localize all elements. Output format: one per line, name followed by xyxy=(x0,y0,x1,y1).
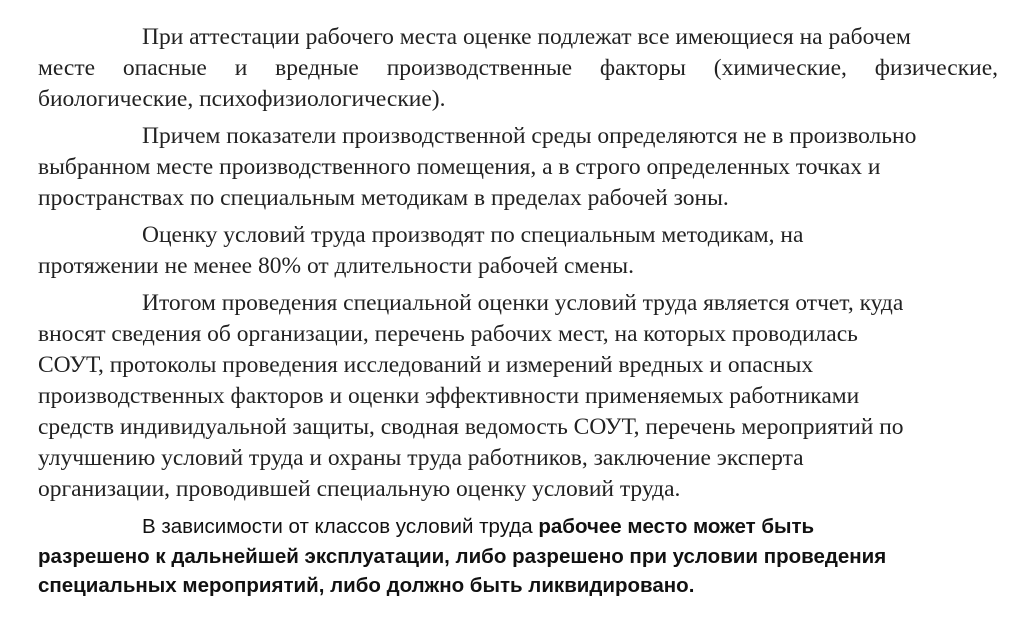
text-line: СОУТ, протоколы проведения исследований и измерений вредных и опасных xyxy=(38,352,814,378)
text-line: улучшению условий труда и охраны труда работников, заключение эксперта xyxy=(38,445,804,471)
conclusion-paragraph xyxy=(38,512,998,601)
conclusion-bold-text: разрешено к дальнейшей эксплуатации, либо разрешено при условии проведения xyxy=(38,544,887,568)
text-line: биологические, психофизиологические). xyxy=(38,86,446,112)
text-line: пространствах по специальным методикам в пределах рабочей зоны. xyxy=(38,185,729,211)
paragraph-1 xyxy=(38,22,998,115)
text-line: Оценку условий труда производят по специальным методикам, на xyxy=(142,222,804,248)
text-line: вносят сведения об организации, перечень рабочих мест, на которых проводилась xyxy=(38,321,858,347)
text-line: месте опасные и вредные производственные факторы (химические, физические, xyxy=(38,55,998,81)
text-line: средств индивидуальной защиты, сводная ведомость СОУТ, перечень мероприятий по xyxy=(38,414,904,440)
text-line: При аттестации рабочего места оценке подлежат все имеющиеся на рабочем xyxy=(142,24,911,50)
paragraph-3 xyxy=(38,220,998,282)
paragraph-2 xyxy=(38,121,998,214)
text-line: протяжении не менее 80% от длительности рабочей смены. xyxy=(38,253,634,279)
conclusion-plain-text: В зависимости от классов условий труда xyxy=(142,515,539,538)
body-text xyxy=(38,22,998,511)
conclusion-bold-text: рабочее место может быть xyxy=(538,515,815,538)
conclusion-bold-text: специальных мероприятий, либо должно быть ликвидировано. xyxy=(38,574,695,597)
text-line: Причем показатели производственной среды определяются не в произвольно xyxy=(142,123,917,149)
text-line: Итогом проведения специальной оценки условий труда является отчет, куда xyxy=(142,290,904,316)
text-line: организации, проводившей специальную оценку условий труда. xyxy=(38,476,681,502)
paragraph-4 xyxy=(38,288,998,505)
text-line xyxy=(38,512,998,542)
text-line: выбранном месте производственного помещения, а в строго определенных точках и xyxy=(38,154,881,180)
text-line: производственных факторов и оценки эффективности применяемых работниками xyxy=(38,383,860,409)
